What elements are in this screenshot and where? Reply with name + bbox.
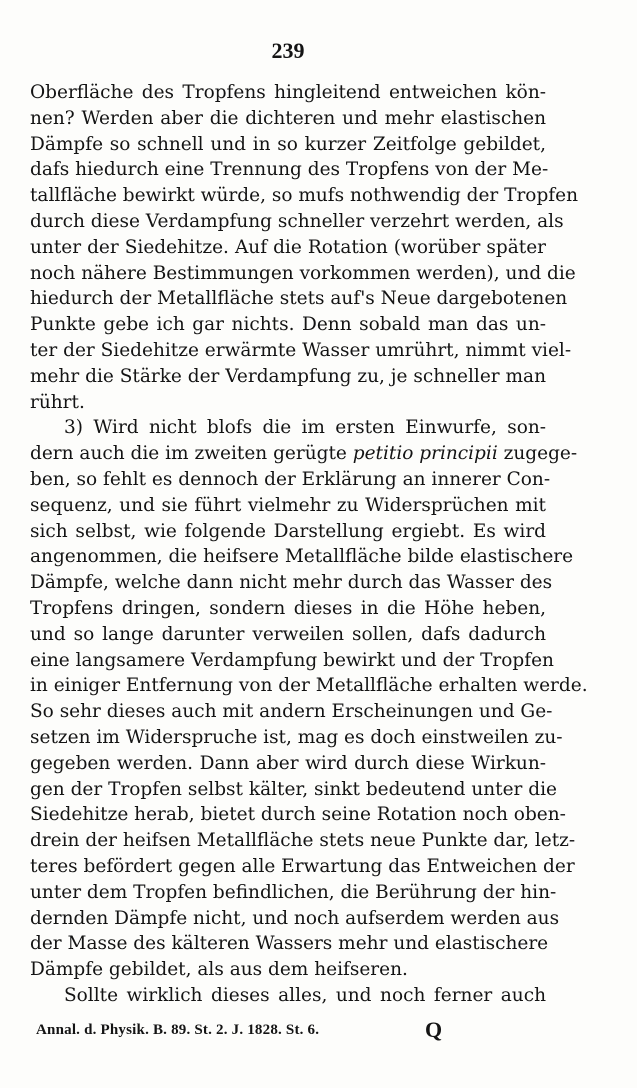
text-line: So sehr dieses auch mit andern Erscheinungen und Ge-: [30, 701, 553, 723]
text-line: nen? Werden aber die dichteren und mehr elastischen: [30, 107, 546, 129]
text-line: Oberfläche des Tropfens hingleitend entweichen kön-: [30, 82, 546, 103]
text-line: durch diese Verdampfung schneller verzehrt werden, als: [30, 210, 564, 232]
page-footer: [36, 1017, 556, 1044]
text-line: Siedehitze herab, bietet durch seine Rotation noch oben-: [30, 804, 566, 826]
text-line: sequenz, und sie führt vielmehr zu Widersprüchen mit: [30, 494, 546, 516]
text-line: sich selbst, wie folgende Darstellung ergiebt. Es wird: [30, 520, 546, 542]
text-line: ben, so fehlt es dennoch der Erklärung an innerer Con-: [30, 468, 551, 490]
text-line: teres befördert gegen alle Erwartung das Entweichen der: [30, 855, 575, 877]
text-line: hiedurch der Metallfläche stets auf's Neue dargebotenen: [30, 288, 568, 310]
text-line: der Masse des kälteren Wassers mehr und elastischere: [30, 933, 549, 955]
text-line: dernden Dämpfe nicht, und noch aufserdem werden aus: [30, 907, 560, 929]
footer-citation: Annal. d. Physik. B. 89. St. 2. J. 1828. St. 6.: [36, 1022, 320, 1038]
text-line: dafs hiedurch eine Trennung des Tropfens von der Me-: [30, 159, 549, 181]
text-segment: dern auch die im zweiten gerügte: [30, 443, 353, 465]
text-segment: zugege-: [497, 443, 578, 465]
text-line: drein der heifsen Metallfläche stets neue Punkte dar, letz-: [30, 830, 576, 852]
text-line: unter dem Tropfen befindlichen, die Berührung der hin-: [30, 881, 557, 903]
text-line: gen der Tropfen selbst kälter, sinkt bedeutend unter die: [30, 778, 557, 800]
text-line: Dämpfe, welche dann nicht mehr durch das Wasser des: [30, 572, 553, 594]
text-line: rührt.: [30, 391, 85, 413]
text-line-with-italic: [30, 441, 578, 467]
body-text: [30, 80, 588, 1009]
text-line: setzen im Widerspruche ist, mag es doch einstweilen zu-: [30, 726, 563, 748]
text-line: Sollte wirklich dieses alles, und noch ferner auch: [64, 984, 546, 1006]
text-line: 3) Wird nicht blofs die im ersten Einwurfe, son-: [64, 417, 546, 439]
text-line: tallfläche bewirkt würde, so mufs nothwendig der Tropfen: [30, 185, 578, 207]
text-line: unter der Siedehitze. Auf die Rotation (worüber später: [30, 236, 546, 258]
page-number: 239: [271, 38, 305, 63]
text-line: noch nähere Bestimmungen vorkommen werden), und die: [30, 262, 576, 284]
text-line: gegeben werden. Dann aber wird durch diese Wirkun-: [30, 752, 546, 774]
text-line: Dämpfe so schnell und in so kurzer Zeitfolge gebildet,: [30, 133, 546, 155]
text-line: eine langsamere Verdampfung bewirkt und der Tropfen: [30, 649, 554, 671]
signature-mark: Q: [425, 1017, 443, 1042]
text-line: in einiger Entfernung von der Metallfläche erhalten werde.: [30, 675, 588, 697]
text-line: mehr die Stärke der Verdampfung zu, je schneller man: [30, 365, 546, 387]
text-line: angenommen, die heifsere Metallfläche bilde elastischere: [30, 546, 574, 568]
text-line: Tropfens dringen, sondern dieses in die Höhe heben,: [30, 597, 546, 619]
text-line: ter der Siedehitze erwärmte Wasser umrührt, nimmt viel-: [30, 339, 572, 361]
text-line: und so lange darunter verweilen sollen, dafs dadurch: [30, 623, 546, 645]
text-line: Punkte gebe ich gar nichts. Denn sobald man das un-: [30, 314, 546, 336]
italic-latin-phrase: petitio principii: [352, 443, 498, 465]
text-line: Dämpfe gebildet, als aus dem heifseren.: [30, 959, 408, 981]
